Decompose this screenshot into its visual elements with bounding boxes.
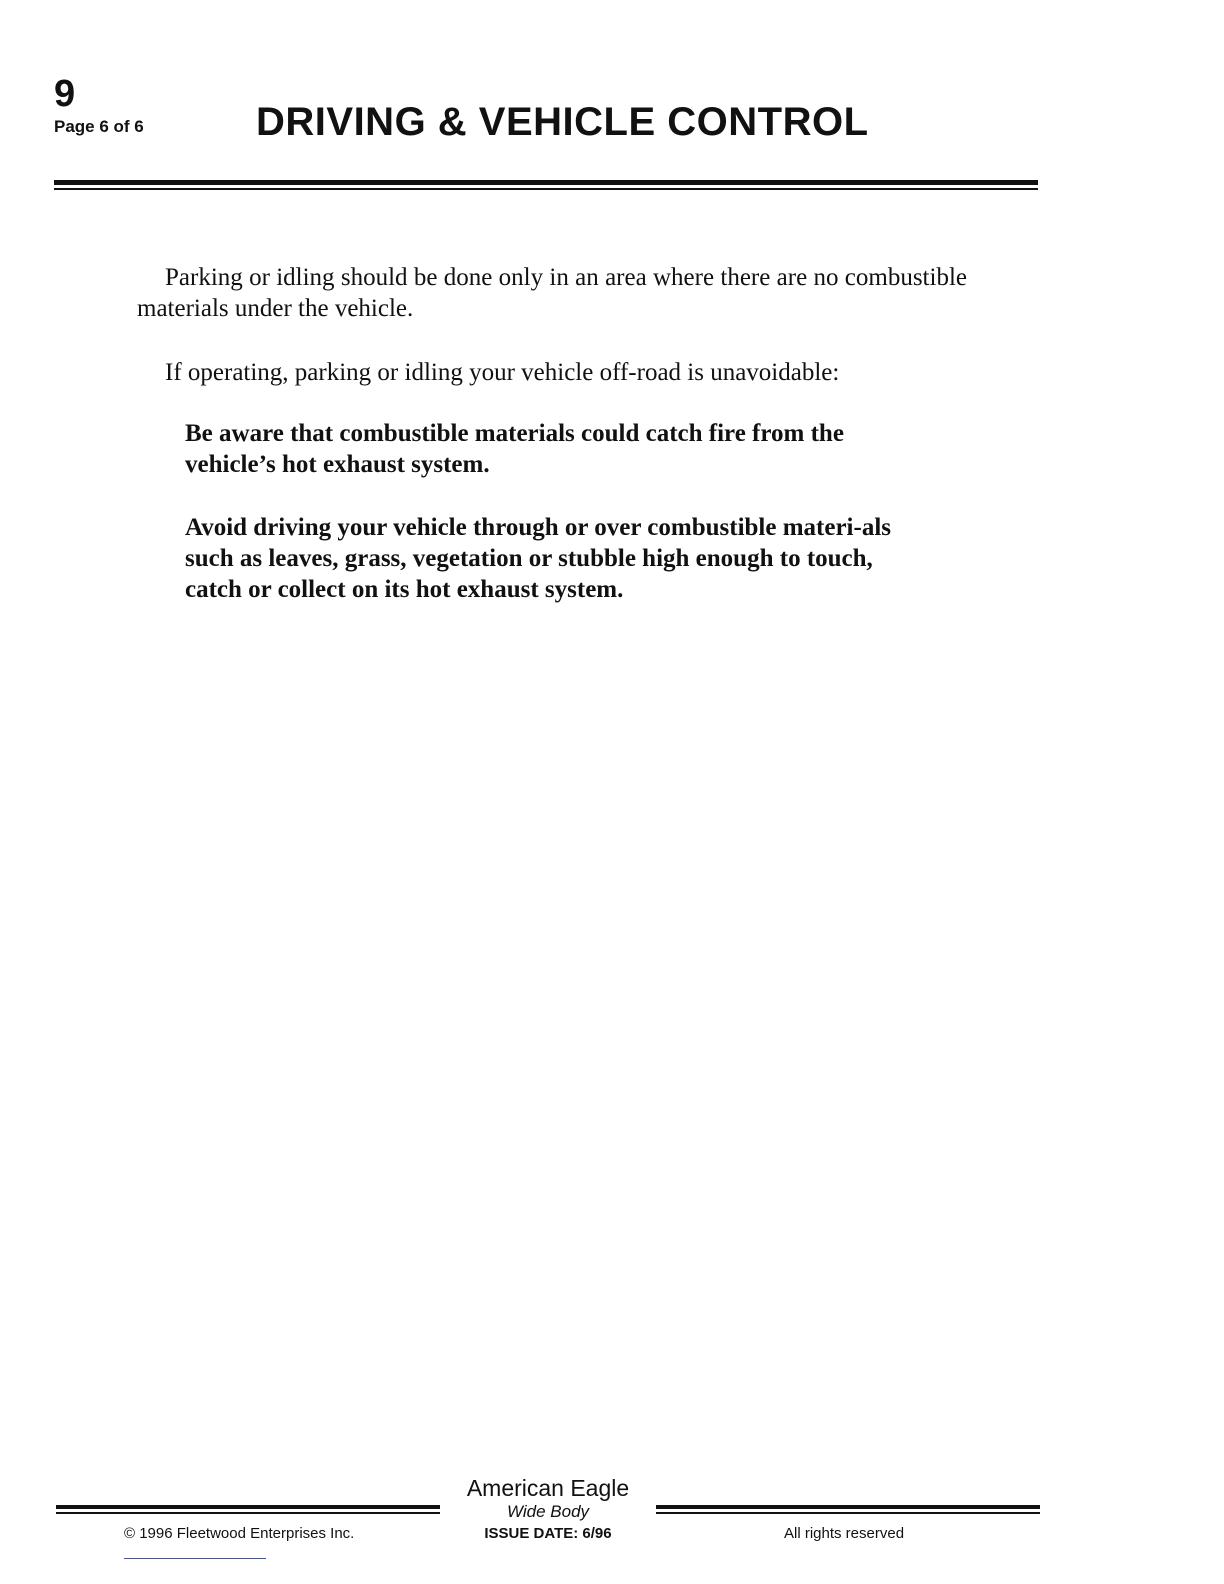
- footer-rights: All rights reserved: [784, 1525, 905, 1542]
- header-divider-thin: [54, 188, 1038, 190]
- header-divider: [54, 180, 1038, 185]
- footer-divider-left: [56, 1505, 440, 1509]
- footer-copyright: © 1996 Fleetwood Enterprises Inc.: [124, 1525, 355, 1542]
- warning-avoid-driving: Avoid driving your vehicle through or over combustible materi-als such as leaves, grass, vegetation or stubble high enough to touch, catch or collect on its hot exhaust system.: [185, 514, 892, 603]
- chapter-number: 9: [54, 73, 76, 115]
- page-indicator: Page 6 of 6: [54, 117, 144, 136]
- document-body: [137, 262, 967, 637]
- footer-issue-date: ISSUE DATE: 6/96: [484, 1525, 612, 1542]
- footer-brand: American Eagle: [466, 1475, 630, 1501]
- footer-divider-right-thin: [656, 1512, 1040, 1514]
- footer-divider-left-thin: [56, 1512, 440, 1514]
- page-title: DRIVING & VEHICLE CONTROL: [256, 100, 869, 144]
- paragraph-parking: Parking or idling should be done only in an area where there are no combustible materials under the vehicle.: [137, 264, 967, 322]
- footer-model: Wide Body: [506, 1502, 590, 1521]
- warning-combustible: Be aware that combustible materials could catch fire from the vehicle’s hot exhaust system.: [185, 420, 844, 478]
- footer-underline: [124, 1558, 266, 1559]
- paragraph-offroad: If operating, parking or idling your vehicle off-road is unavoidable:: [165, 359, 840, 386]
- footer-divider-right: [656, 1505, 1040, 1509]
